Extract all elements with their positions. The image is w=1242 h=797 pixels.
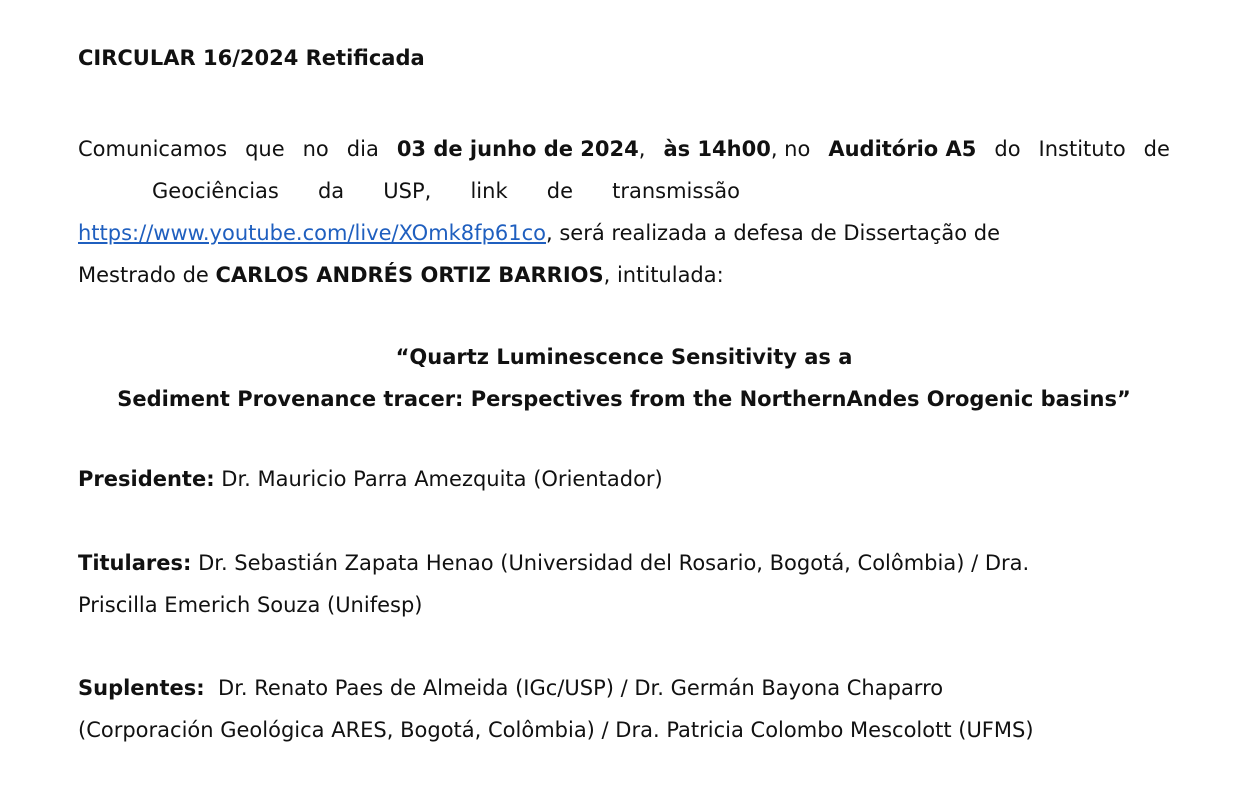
candidate-name: CARLOS ANDRÉS ORTIZ BARRIOS bbox=[215, 263, 604, 287]
word: dia bbox=[346, 137, 379, 161]
defense-time: às 14h00 bbox=[663, 137, 771, 161]
word: Comunicamos bbox=[78, 137, 228, 161]
word: Instituto bbox=[1038, 137, 1126, 161]
word: do bbox=[994, 137, 1021, 161]
announcement-line-1 bbox=[78, 128, 1170, 170]
defense-date: 03 de junho de 2024 bbox=[396, 137, 639, 161]
word: de bbox=[1143, 137, 1170, 161]
president-name: Dr. Mauricio Parra Amezquita (Orientador) bbox=[214, 467, 663, 491]
suplentes-label: Suplentes: bbox=[78, 676, 205, 700]
announcement-line-4: Mestrado de CARLOS ANDRÉS ORTIZ BARRIOS, intitulada: bbox=[78, 263, 724, 287]
suplentes-line-1: Dr. Renato Paes de Almeida (IGc/USP) / Dr. Germán Bayona Chaparro bbox=[204, 676, 944, 700]
thesis-title-line-2: Sediment Provenance tracer: Perspectives from the NorthernAndes Orogenic basins” bbox=[117, 387, 1131, 411]
announcement-paragraph bbox=[78, 128, 1170, 296]
titulares-section bbox=[78, 542, 1170, 626]
document-title: CIRCULAR 16/2024 Retificada bbox=[78, 46, 425, 70]
date-group: 03 de junho de 2024, bbox=[396, 137, 646, 161]
word: Geociências bbox=[152, 179, 279, 203]
word: no bbox=[302, 137, 329, 161]
announcement-line-2 bbox=[152, 170, 740, 212]
titulares-line-2: Priscilla Emerich Souza (Unifesp) bbox=[78, 593, 423, 617]
time-group: às 14h00, no bbox=[663, 137, 811, 161]
titulares-line-1: Dr. Sebastián Zapata Henao (Universidad del Rosario, Bogotá, Colômbia) / Dra. bbox=[191, 551, 1030, 575]
president-label: Presidente: bbox=[78, 467, 215, 491]
stream-link[interactable]: https://www.youtube.com/live/XOmk8fp61co bbox=[78, 221, 547, 245]
suplentes-section bbox=[78, 667, 1170, 751]
word: transmissão bbox=[612, 179, 740, 203]
defense-venue: Auditório A5 bbox=[828, 137, 977, 161]
titulares-label: Titulares: bbox=[78, 551, 192, 575]
thesis-title bbox=[78, 336, 1170, 420]
word: USP, bbox=[383, 179, 432, 203]
word: da bbox=[317, 179, 345, 203]
word: link bbox=[470, 179, 508, 203]
word: que bbox=[245, 137, 285, 161]
thesis-title-line-1: “Quartz Luminescence Sensitivity as a bbox=[395, 345, 853, 369]
word: de bbox=[546, 179, 573, 203]
announcement-line-3: https://www.youtube.com/live/XOmk8fp61co, será realizada a defesa de Dissertação de bbox=[78, 221, 1001, 245]
president-section bbox=[78, 458, 1170, 500]
suplentes-line-2: (Corporación Geológica ARES, Bogotá, Colômbia) / Dra. Patricia Colombo Mescolott (UFMS) bbox=[78, 718, 1034, 742]
